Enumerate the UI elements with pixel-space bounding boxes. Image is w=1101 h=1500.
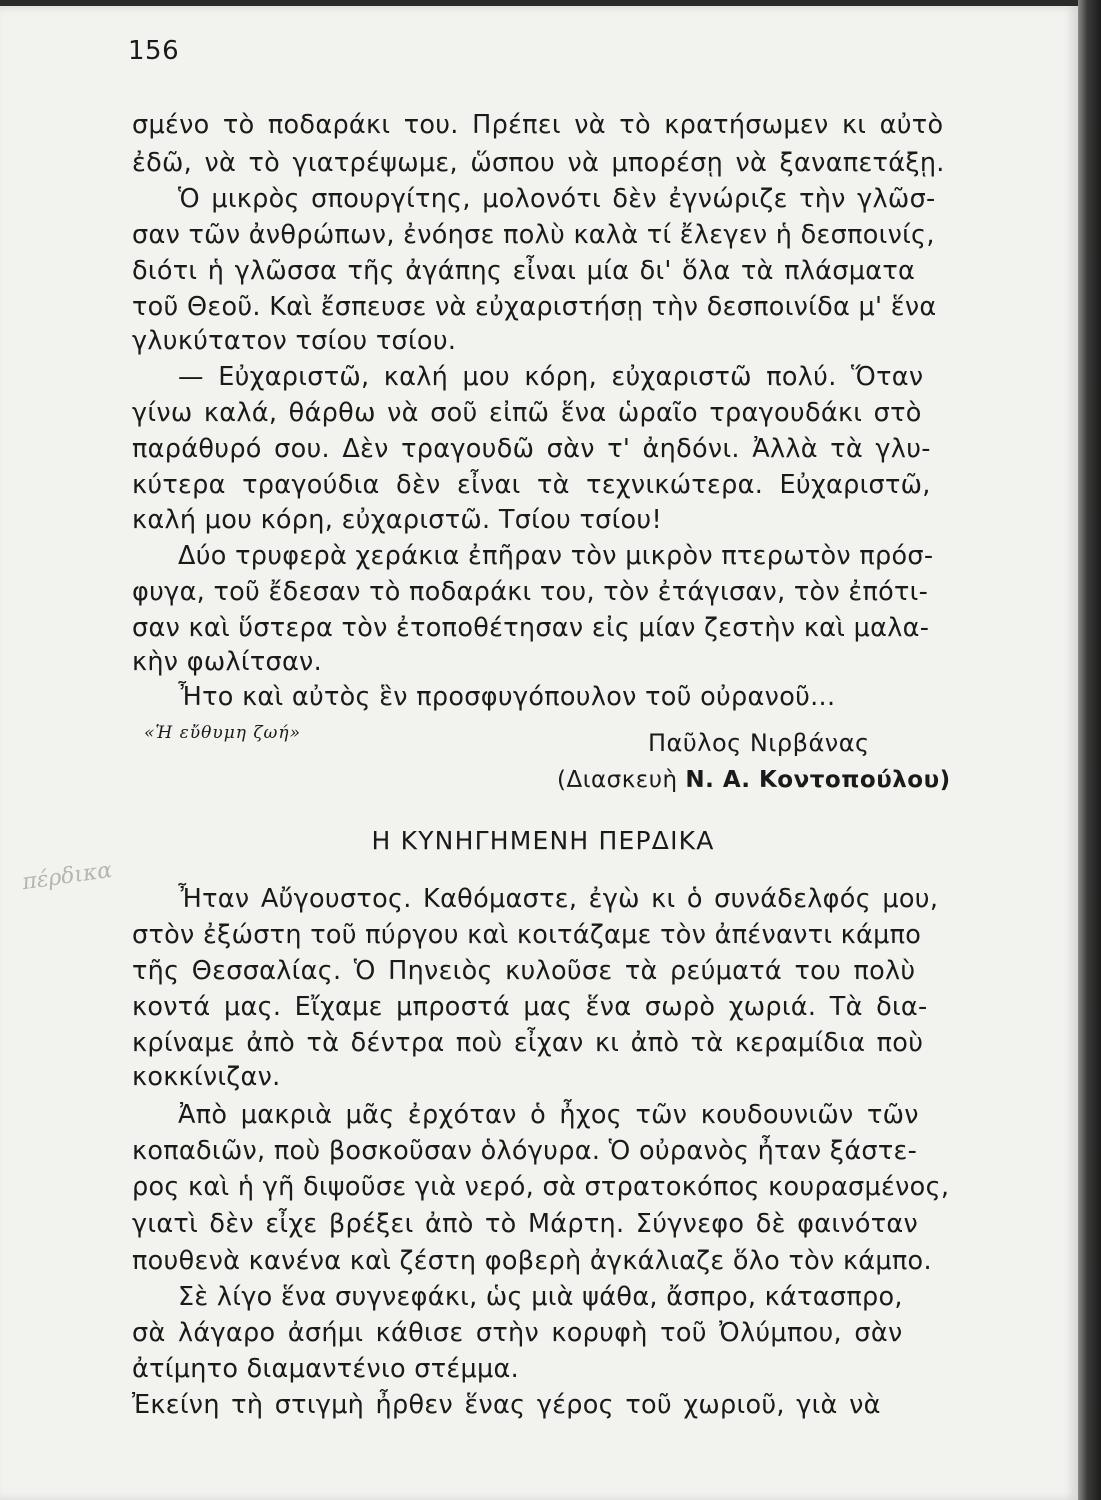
story1-line: Δύο τρυφερὰ χεράκια ἐπῆραν τὸν μικρὸν πτερωτὸν πρόσ- [178, 541, 934, 571]
story2-line: κοπαδιῶν, ποὺ βοσκοῦσαν ὁλόγυρα. Ὁ οὐρανὸς ἦταν ξάστε- [132, 1136, 918, 1166]
story2-line: κρίναμε ἀπὸ τὰ δέντρα ποὺ εἶχαν κι ἀπὸ τὰ κεραμίδια ποὺ [132, 1028, 924, 1058]
story1-line: παράθυρό σου. Δὲν τραγουδῶ σὰν τ' ἀηδόνι. Ἀλλὰ τὰ γλυ- [132, 434, 931, 464]
source-citation: «Ἡ εὔθυμη ζωή» [144, 723, 301, 743]
story2-line: Σὲ λίγο ἕνα συγνεφάκι, ὡς μιὰ ψάθα, ἄσπρο, κάτασπρο, [178, 1282, 903, 1312]
story1-line: Ὁ μικρὸς σπουργίτης, μολονότι δὲν ἐγνώριζε τὴν γλῶσ- [178, 184, 936, 214]
book-page [0, 6, 1078, 1500]
story2-line: Ἀπὸ μακριὰ μᾶς ἐρχόταν ὁ ἦχος τῶν κουδουνιῶν τῶν [178, 1100, 919, 1130]
story1-line: κὴν φωλίτσαν. [132, 647, 323, 677]
adaptation-prefix: (Διασκευὴ [557, 767, 678, 793]
story1-line: γίνω καλά, θάρθω νὰ σοῦ εἰπῶ ἕνα ὡραῖο τραγουδάκι στὸ [132, 398, 922, 428]
story2-line: ρος καὶ ἡ γῆ διψοῦσε γιὰ νερό, σὰ στρατοκόπος κουρασμένος, [132, 1172, 950, 1202]
story1-line: καλή μου κόρη, εὐχαριστῶ. Τσίου τσίου! [132, 505, 662, 535]
story2-line: Ἦταν Αὔγουστος. Καθόμαστε, ἐγὼ κι ὁ συνάδελφός μου, [178, 884, 939, 914]
story2-line: τῆς Θεσσαλίας. Ὁ Πηνειὸς κυλοῦσε τὰ ρεύματά του πολὺ [132, 956, 916, 986]
story2-line: Ἐκείνη τὴ στιγμὴ ἦρθεν ἕνας γέρος τοῦ χωριοῦ, γιὰ νὰ [132, 1390, 881, 1420]
story2-line: κοκκίνιζαν. [132, 1062, 281, 1092]
page-number: 156 [128, 36, 180, 66]
story1-line: Ἦτο καὶ αὐτὸς ἓν προσφυγόπουλον τοῦ οὐρανοῦ... [178, 682, 836, 712]
story1-line: τοῦ Θεοῦ. Καὶ ἔσπευσε νὰ εὐχαριστήσῃ τὴν δεσποινίδα μ' ἕνα [132, 292, 937, 322]
story1-line: κύτερα τραγούδια δὲν εἶναι τὰ τεχνικώτερα. Εὐχαριστῶ, [132, 470, 931, 500]
story1-line: σαν καὶ ὕστερα τὸν ἐτοποθέτησαν εἰς μίαν ζεστὴν καὶ μαλα- [132, 613, 930, 643]
story1-line: — Εὐχαριστῶ, καλή μου κόρη, εὐχαριστῶ πολύ. Ὅταν [178, 362, 924, 392]
story1-line: σαν τῶν ἀνθρώπων, ἐνόησε πολὺ καλὰ τί ἔλεγεν ἡ δεσποινίς, [132, 220, 935, 250]
adaptation-credit [557, 767, 951, 793]
story2-line: σὰ λάγαρο ἀσήμι κάθισε στὴν κορυφὴ τοῦ Ὀλύμπου, σὰν [132, 1318, 903, 1348]
story1-line: ἐδῶ, νὰ τὸ γιατρέψωμε, ὥσπου νὰ μπορέσῃ νὰ ξαναπετάξῃ. [132, 148, 945, 178]
adaptation-name: Ν. Α. Κοντοπούλου) [685, 767, 951, 793]
story1-line: φυγα, τοῦ ἔδεσαν τὸ ποδαράκι του, τὸν ἐτάγισαν, τὸν ἐπότι- [132, 577, 929, 607]
story1-line: διότι ἡ γλῶσσα τῆς ἀγάπης εἶναι μία δι' ὅλα τὰ πλάσματα [132, 256, 916, 286]
story1-line: σμένο τὸ ποδαράκι του. Πρέπει νὰ τὸ κρατήσωμεν κι αὐτὸ [132, 110, 944, 140]
story-title: Η ΚΥΝΗΓΗΜΕΝΗ ΠΕΡΔΙΚΑ [371, 826, 715, 855]
margin-handwriting: πέρδικα [20, 857, 114, 896]
story2-line: στὸν ἐξώστη τοῦ πύργου καὶ κοιτάζαμε τὸν ἀπέναντι κάμπο [132, 920, 922, 950]
story2-line: πουθενὰ κανένα καὶ ζέστη φοβερὴ ἀγκάλιαζε ὅλο τὸν κάμπο. [132, 1246, 932, 1276]
story2-line: ἀτίμητο διαμαντένιο στέμμα. [132, 1354, 520, 1384]
author-name: Παῦλος Νιρβάνας [648, 729, 870, 757]
story1-line: γλυκύτατον τσίου τσίου. [132, 326, 457, 356]
book-spine-shadow [1078, 0, 1101, 1500]
story2-line: κοντά μας. Εἴχαμε μπροστά μας ἕνα σωρὸ χωριά. Τὰ δια- [132, 992, 928, 1022]
story2-line: γιατὶ δὲν εἶχε βρέξει ἀπὸ τὸ Μάρτη. Σύγνεφο δὲ φαινόταν [132, 1209, 919, 1239]
